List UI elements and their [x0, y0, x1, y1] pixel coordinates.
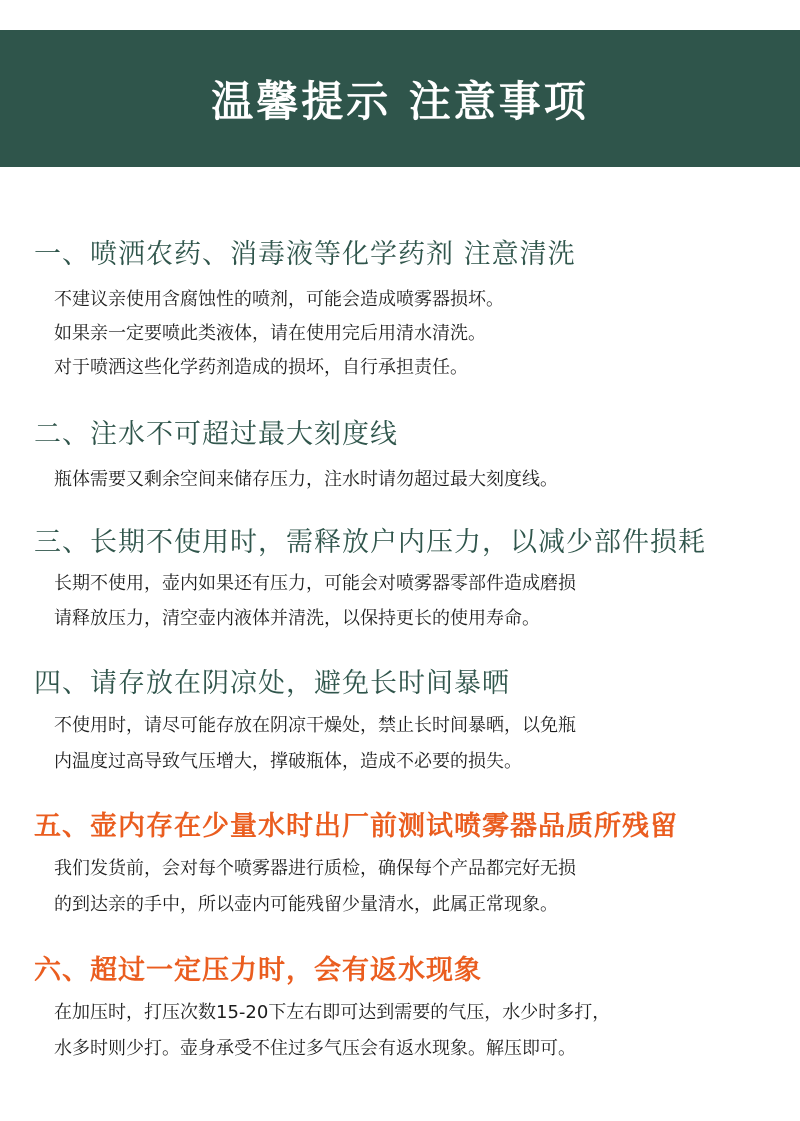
section-4-line-2: 内温度过高导致气压增大，撑破瓶体，造成不必要的损失。	[54, 751, 522, 772]
section-1-heading: 一、喷洒农药、消毒液等化学药剂 注意清洗	[34, 239, 576, 270]
section-2-heading: 二、注水不可超过最大刻度线	[34, 419, 398, 450]
section-6-line-2: 水多时则少打。壶身承受不住过多气压会有返水现象。解压即可。	[54, 1038, 576, 1059]
section-6-heading: 六、超过一定压力时，会有返水现象	[34, 955, 482, 986]
page-title: 温馨提示 注意事项	[211, 76, 589, 126]
section-3-line-1: 长期不使用，壶内如果还有压力，可能会对喷雾器零部件造成磨损	[54, 573, 576, 594]
section-5-line-1: 我们发货前，会对每个喷雾器进行质检，确保每个产品都完好无损	[54, 858, 576, 879]
section-4-heading: 四、请存放在阴凉处，避免长时间暴晒	[34, 668, 510, 699]
section-6-line-1: 在加压时，打压次数15-20下左右即可达到需要的气压，水少时多打，	[54, 1002, 611, 1023]
section-3-line-2: 请释放压力，清空壶内液体并清洗，以保持更长的使用寿命。	[54, 608, 540, 629]
section-5-line-2: 的到达亲的手中，所以壶内可能残留少量清水，此属正常现象。	[54, 894, 558, 915]
section-5-heading: 五、壶内存在少量水时出厂前测试喷雾器品质所残留	[34, 811, 678, 842]
section-4-line-1: 不使用时，请尽可能存放在阴凉干燥处，禁止长时间暴晒，以免瓶	[54, 715, 576, 736]
section-2-line-1: 瓶体需要又剩余空间来储存压力，注水时请勿超过最大刻度线。	[54, 469, 558, 490]
section-1-line-1: 不建议亲使用含腐蚀性的喷剂，可能会造成喷雾器损坏。	[54, 289, 504, 310]
section-1-line-3: 对于喷洒这些化学药剂造成的损坏，自行承担责任。	[54, 357, 468, 378]
section-3-heading: 三、长期不使用时，需释放户内压力，以减少部件损耗	[34, 527, 706, 558]
section-1-line-2: 如果亲一定要喷此类液体，请在使用完后用清水清洗。	[54, 323, 486, 344]
